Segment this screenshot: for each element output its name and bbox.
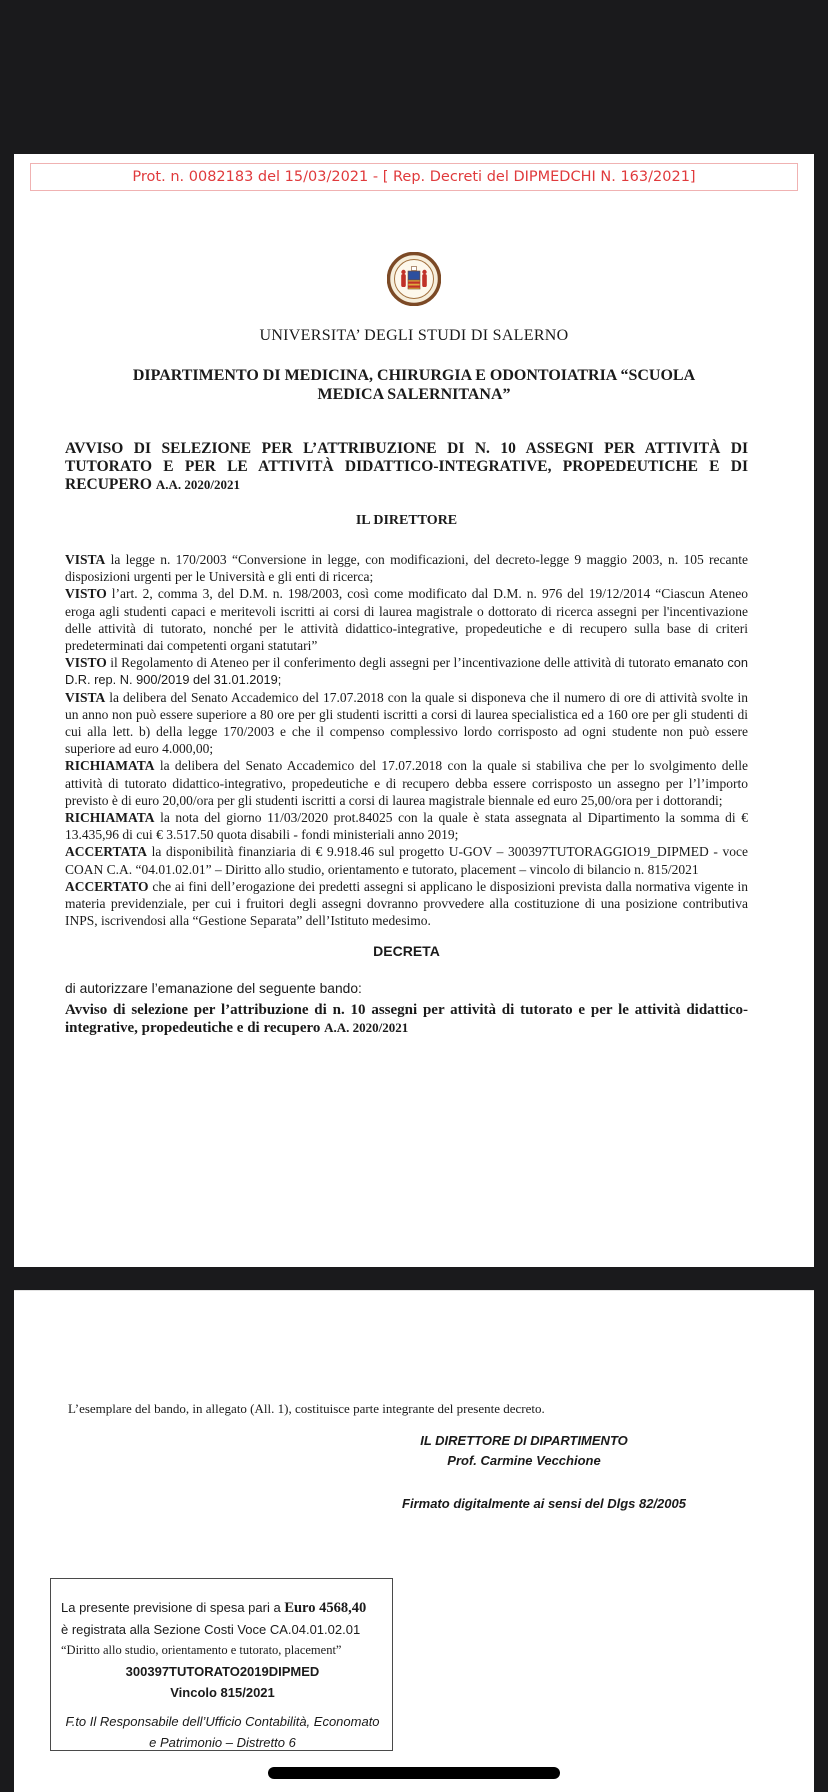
- signature-name: Prof. Carmine Vecchione: [447, 1453, 601, 1468]
- pdf-page-1: [14, 154, 814, 1267]
- expense-line-3: “Diritto allo studio, orientamento e tutorato, placement”: [61, 1643, 342, 1657]
- recital-text: la legge n. 170/2003 “Conversione in legge, con modificazioni, del decreto-legge 9 maggio 2003, n. 105 recante disposizioni urgenti per le Università e gli enti di ricerca;: [65, 552, 748, 585]
- recital-paragraph: [65, 843, 748, 877]
- notice-title-text: AVVISO DI SELEZIONE PER L’ATTRIBUZIONE DI N. 10 ASSEGNI PER ATTIVITÀ DI TUTORATO E PER LE ATTIVITÀ DIDATTICO-INTEGRATIVE, PROPEDEUTICHE E DI RECUPERO: [65, 440, 748, 493]
- decree-text: [65, 1002, 748, 1037]
- pdf-page-2: [14, 1290, 814, 1792]
- recital-text: l’art. 2, comma 3, del D.M. n. 198/2003, così come modificato dal D.M. n. 976 del 19/12/2014 “Ciascun Ateneo eroga agli studenti capaci e meritevoli iscritti ai corsi di laurea magistrale o dottorato di ricerca assegni per l'incentivazione delle attività di tutorato, nonché per le attività didattico-integrative, propedeutiche e di recupero sulla base di criteri predeterminati dai competenti organi statutari”: [65, 586, 748, 654]
- recital-paragraph: [65, 689, 748, 758]
- recital-lead: RICHIAMATA: [65, 758, 155, 774]
- home-indicator[interactable]: [268, 1767, 560, 1779]
- recital-lead: VISTA: [65, 552, 106, 567]
- seal-container: [14, 252, 814, 306]
- decree-text-body: Avviso di selezione per l’attribuzione di n. 10 assegni per attività di tutorato e per le attività didattico-integrative, propedeutiche e di recupero: [65, 1002, 748, 1037]
- expense-amount: Euro 4568,40: [284, 1600, 367, 1616]
- expense-signature-line-2: e Patrimonio – Distretto 6: [149, 1735, 296, 1750]
- notice-title-year: A.A. 2020/2021: [155, 477, 240, 492]
- recital-lead: ACCERTATO: [65, 878, 149, 894]
- expense-vincolo: Vincolo 815/2021: [170, 1685, 275, 1700]
- recital-text: la delibera del Senato Accademico del 17.07.2018 con la quale si stabiliva che per lo svolgimento delle attività di tutorato didattico-integrativo, propedeutiche e di recupero debba essere corrisposto un assegno per l’l’importo previsto è di euro 20,00/ora per gli studenti iscritti a corsi di laurea magistrale biennale ed euro 25,00/ora per i dottorandi;: [65, 758, 748, 808]
- recital-text: la delibera del Senato Accademico del 17.07.2018 con la quale si disponeva che il numero di ore di attività svolte in un anno non può essere superiore a 80 ore per gli studenti iscritti a corsi di laurea specialistica ed a 160 ore per gli studenti di cui alla lett. b) della legge 170/2003 e che il compenso complessivo lordo corrisposto ad ogni studente non può essere superiore ad euro 4.000,00;: [65, 689, 748, 757]
- signature-block: [344, 1431, 704, 1514]
- notice-title: [65, 440, 748, 494]
- recitals-block: [65, 551, 748, 929]
- digital-signature-note: Firmato digitalmente ai sensi del Dlgs 82/2005: [402, 1496, 686, 1511]
- expense-project-code: 300397TUTORATO2019DIPMED: [125, 1664, 320, 1679]
- recital-paragraph: [65, 654, 748, 688]
- recital-paragraph: [65, 878, 748, 930]
- page1-content: [14, 440, 814, 1037]
- recital-text: che ai fini dell’erogazione dei predetti assegni si applicano le disposizioni prevista dalla normativa vigente in materia previdenziale, per cui i fruitori degli assegni dovranno provvedere alla costituzione di una posizione contributiva INPS, iscrivendosi alla “Gestione Separata” dell’Istituto medesimo.: [65, 878, 748, 929]
- recital-paragraph: [65, 551, 748, 585]
- recital-text-sans: emanato con D.R. rep. N. 900/2019 del 31.01.2019;: [65, 655, 748, 688]
- recital-paragraph: [65, 585, 748, 654]
- expense-note-box: [50, 1578, 393, 1751]
- recital-lead: ACCERTATA: [65, 844, 148, 860]
- recital-text: la disponibilità finanziaria di € 9.918.46 sul progetto U-GOV – 300397TUTORAGGIO19_DIPMED - voce COAN C.A. “04.01.02.01” – Diritto allo studio, orientamento e tutorato, placement – vincolo di bilancio n. 815/2021: [65, 844, 748, 877]
- decreta-heading: DECRETA: [373, 943, 440, 960]
- university-seal-icon: [387, 252, 441, 306]
- recital-text: il Regolamento di Ateneo per il conferimento degli assegni per l’incentivazione delle attività di tutorato: [106, 655, 674, 671]
- recital-lead: VISTO: [65, 655, 107, 671]
- university-name: UNIVERSITA’ DEGLI STUDI DI SALERNO: [259, 327, 569, 344]
- expense-line-1-text: La presente previsione di spesa pari a: [61, 1600, 285, 1615]
- recital-text: la nota del giorno 11/03/2020 prot.84025 con la quale è stata assegnata al Dipartimento la somma di € 13.435,96 di cui € 3.517.50 quota disabili - fondi ministeriali anno 2019;: [65, 810, 748, 843]
- recital-lead: RICHIAMATA: [65, 810, 155, 826]
- decree-intro: di autorizzare l’emanazione del seguente bando:: [65, 981, 362, 997]
- expense-signature-line-1: F.to Il Responsabile dell’Ufficio Contabilità, Economato: [65, 1714, 380, 1729]
- recital-paragraph: [65, 809, 748, 843]
- signature-role: IL DIRETTORE DI DIPARTIMENTO: [420, 1433, 628, 1448]
- protocol-banner: Prot. n. 0082183 del 15/03/2021 - [ Rep. Decreti del DIPMEDCHI N. 163/2021]: [30, 163, 798, 191]
- expense-line-1: [61, 1597, 384, 1619]
- department-name: DIPARTIMENTO DI MEDICINA, CHIRURGIA E ODONTOIATRIA “SCUOLA MEDICA SALERNITANA”: [132, 367, 696, 403]
- decree-text-year: A.A. 2020/2021: [324, 1020, 409, 1036]
- recital-paragraph: [65, 757, 748, 809]
- recital-lead: VISTO: [65, 586, 107, 602]
- director-heading: IL DIRETTORE: [355, 513, 458, 528]
- attachment-statement: L’esemplare del bando, in allegato (All. 1), costituisce parte integrante del presente decreto.: [68, 1401, 545, 1416]
- expense-line-2: è registrata alla Sezione Costi Voce CA.04.01.02.01: [61, 1622, 361, 1637]
- recital-lead: VISTA: [65, 689, 106, 705]
